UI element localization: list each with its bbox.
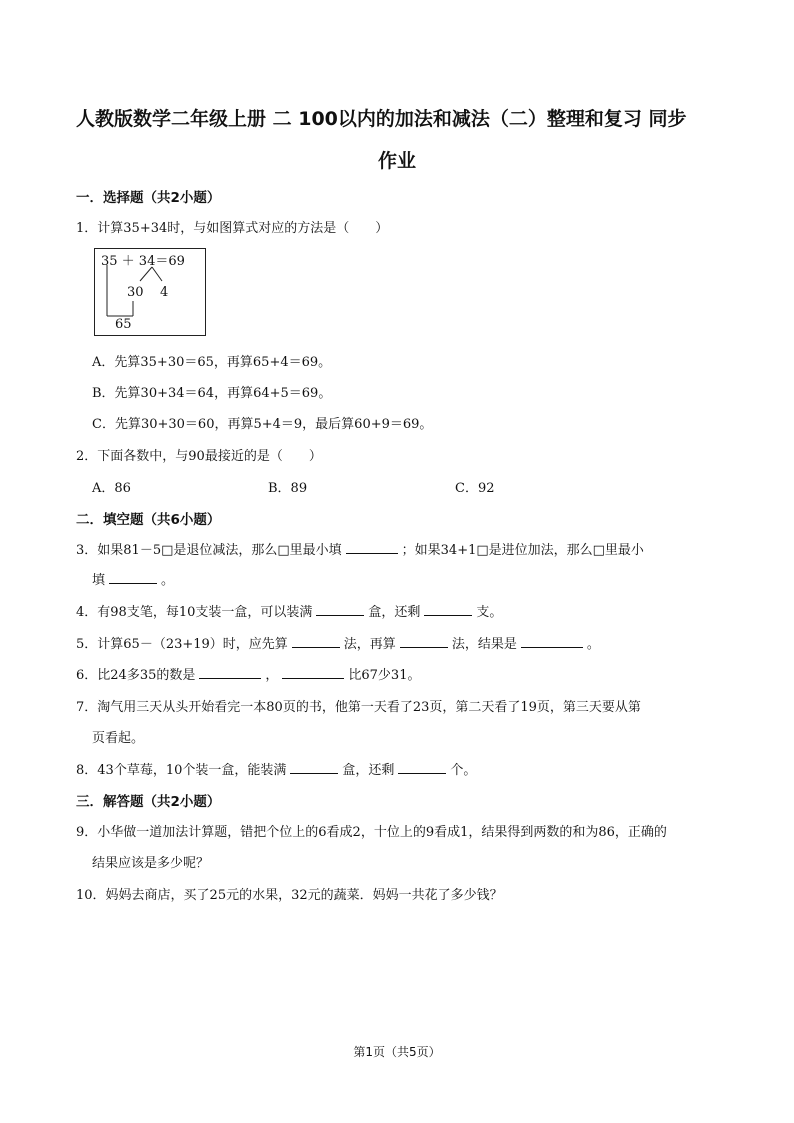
- question-1-option-c: C．先算30+30＝60，再算5+4＝9，最后算60+9＝69。: [92, 417, 433, 432]
- question-1-diagram: [94, 248, 206, 336]
- section-heading-choice: 一．选择题（共2小题）: [76, 190, 221, 206]
- question-4-text-a: 4．有98支笔，每10支装一盒，可以装满: [76, 605, 313, 620]
- answer-blank[interactable]: [521, 635, 583, 648]
- diagram-branch-right: [152, 267, 162, 281]
- answer-blank[interactable]: [400, 635, 448, 648]
- question-5: [76, 633, 600, 652]
- question-1-stem: 1．计算35+34时，与如图算式对应的方法是（ ）: [76, 221, 389, 236]
- question-2-stem: 2．下面各数中，与90最接近的是（ ）: [76, 449, 322, 464]
- question-3-line-1: [76, 539, 644, 558]
- question-5-text-c: 法，结果是: [451, 637, 517, 652]
- question-8: [76, 759, 476, 778]
- question-1-option-b: B．先算30+34＝64，再算64+5＝69。: [92, 386, 332, 401]
- diagram-part-30: 30: [127, 285, 144, 300]
- answer-blank[interactable]: [199, 666, 261, 679]
- diagram-branch-left: [140, 267, 152, 281]
- question-10: 10．妈妈去商店，买了25元的水果，32元的蔬菜．妈妈一共花了多少钱？: [76, 888, 503, 903]
- question-9-line-2: 结果应该是多少呢？: [92, 856, 210, 871]
- question-3-text-a: 3．如果81－5□是退位减法，那么□里最小填: [76, 543, 342, 558]
- question-4-text-c: 支。: [476, 605, 503, 620]
- diagram-part-4: 4: [160, 285, 169, 300]
- question-3-line-2: [92, 569, 174, 588]
- question-5-text-d: 。: [586, 637, 600, 652]
- question-4-text-b: 盒，还剩: [368, 605, 421, 620]
- question-2-option-c: C．92: [455, 481, 495, 496]
- answer-blank[interactable]: [290, 761, 338, 774]
- question-2-option-a: A．86: [92, 481, 131, 496]
- question-5-text-a: 5．计算65－（23+19）时，应先算: [76, 637, 288, 652]
- question-6-text-c: 比67少31。: [348, 668, 421, 683]
- question-4: [76, 601, 502, 620]
- page-title: 人教版数学二年级上册 二 100以内的加法和减法（二）整理和复习 同步: [76, 108, 687, 130]
- section-heading-fill-text: 二．填空题（共6小题）: [76, 512, 221, 528]
- answer-blank[interactable]: [398, 761, 446, 774]
- question-9-line-1: 9．小华做一道加法计算题，错把个位上的6看成2，十位上的9看成1，结果得到两数的和为86，正确的: [76, 825, 667, 840]
- question-6: [76, 664, 420, 683]
- section-heading-solve: 三．解答题（共2小题）: [76, 794, 221, 810]
- answer-blank[interactable]: [292, 635, 340, 648]
- diagram-equation: 35 ＋ 34＝69: [101, 254, 185, 269]
- question-5-text-b: 法，再算: [343, 637, 396, 652]
- answer-blank[interactable]: [346, 541, 398, 554]
- answer-blank[interactable]: [316, 603, 364, 616]
- page-title-continued: 作业: [378, 150, 417, 172]
- answer-blank[interactable]: [282, 666, 344, 679]
- answer-blank[interactable]: [424, 603, 472, 616]
- section-heading-fill: [76, 508, 220, 528]
- page-footer: 第1页（共5页）: [353, 1045, 441, 1059]
- question-8-text-a: 8．43个草莓，10个装一盒，能装满: [76, 763, 287, 778]
- diagram-split-lines: [95, 249, 205, 335]
- question-6-text-b: ，: [265, 668, 279, 683]
- question-8-text-b: 盒，还剩: [342, 763, 395, 778]
- question-7-line-1: 7．淘气用三天从头开始看完一本80页的书，他第一天看了23页，第二天看了19页，第三天要从第: [76, 700, 641, 715]
- question-3-text-c: 填: [92, 573, 106, 588]
- question-1-option-a: A．先算35+30＝65，再算65+4＝69。: [92, 355, 332, 370]
- question-3-text-b: ；如果34+1□是进位加法，那么□里最小: [401, 543, 644, 558]
- question-7-line-2: 页看起。: [92, 731, 145, 746]
- question-8-text-c: 个。: [450, 763, 477, 778]
- diagram-result-65: 65: [115, 317, 132, 332]
- question-3-text-d: 。: [161, 573, 175, 588]
- question-6-text-a: 6．比24多35的数是: [76, 668, 196, 683]
- answer-blank[interactable]: [109, 571, 157, 584]
- question-2-option-b: B．89: [268, 481, 308, 496]
